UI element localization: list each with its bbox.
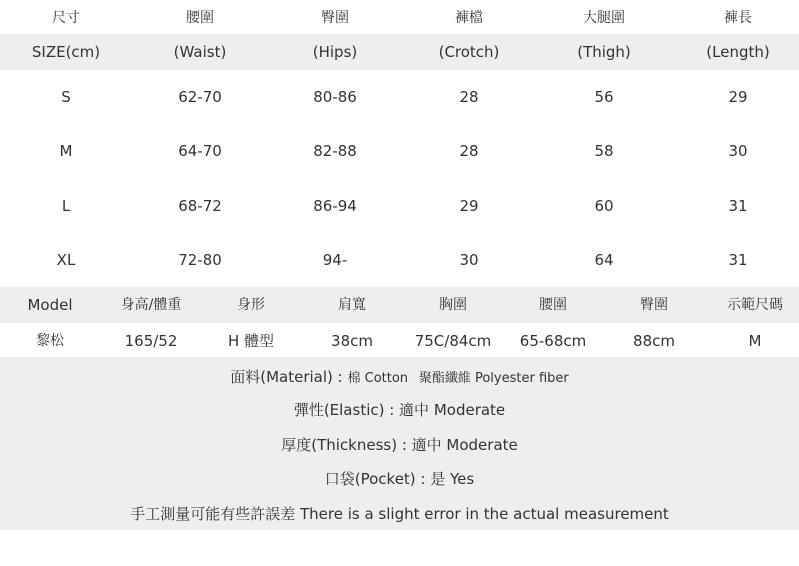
material-polyester: 聚酯纖維 Polyester fiber — [418, 371, 569, 386]
material-cotton: 棉 Cotton — [347, 371, 409, 386]
model-name: 黎松 — [36, 333, 64, 349]
hips-cell: 94- — [322, 251, 348, 269]
hips-cell: 86-94 — [313, 197, 357, 215]
header-hips-cn: 臀圍 — [321, 10, 349, 26]
size-cell: S — [61, 88, 71, 106]
header-length-cn: 褲長 — [724, 10, 752, 26]
thickness-line: 厚度(Thickness) : 適中 Moderate — [281, 436, 518, 454]
thigh-cell: 56 — [594, 88, 614, 106]
hips-cell: 82-88 — [313, 142, 357, 160]
model-header-size: 示範尺碼 — [727, 297, 783, 313]
crotch-cell: 28 — [459, 142, 479, 160]
header-size-cn: 尺寸 — [52, 10, 80, 26]
model-height-weight: 165/52 — [124, 332, 178, 350]
model-shoulder: 38cm — [331, 332, 373, 350]
header-length-en: (Length) — [706, 43, 770, 61]
length-cell: 29 — [728, 88, 748, 106]
hips-cell: 80-86 — [313, 88, 357, 106]
size-header-en-row — [0, 34, 799, 70]
header-waist-en: (Waist) — [173, 43, 227, 61]
thigh-cell: 60 — [594, 197, 614, 215]
model-header-waist: 腰圍 — [539, 297, 567, 313]
size-cell: L — [61, 197, 71, 215]
model-waist: 65-68cm — [519, 332, 587, 350]
crotch-cell: 29 — [459, 197, 479, 215]
model-header-model: Model — [27, 296, 73, 314]
size-cell: XL — [56, 251, 76, 269]
model-header-chest: 胸圍 — [439, 297, 467, 313]
model-header-hips: 臀圍 — [640, 297, 668, 313]
length-cell: 31 — [728, 197, 748, 215]
measurement-note: 手工測量可能有些許誤差 There is a slight error in the actual measurement — [130, 505, 669, 523]
size-cell: M — [59, 142, 73, 160]
length-cell: 31 — [728, 251, 748, 269]
pocket-line: 口袋(Pocket) : 是 Yes — [324, 470, 475, 488]
model-size: M — [748, 332, 762, 350]
material-label: 面料(Material) : — [230, 368, 343, 386]
waist-cell: 68-72 — [178, 197, 222, 215]
model-chest: 75C/84cm — [414, 332, 492, 350]
model-header-body-type: 身形 — [237, 297, 265, 313]
crotch-cell: 28 — [459, 88, 479, 106]
header-thigh-en: (Thigh) — [577, 43, 631, 61]
model-header-height-weight: 身高/體重 — [120, 297, 182, 313]
header-crotch-cn: 褲檔 — [455, 10, 483, 26]
header-crotch-en: (Crotch) — [438, 43, 500, 61]
elastic-line: 彈性(Elastic) : 適中 Moderate — [293, 401, 506, 419]
waist-cell: 72-80 — [178, 251, 222, 269]
model-hips: 88cm — [633, 332, 675, 350]
header-size-en: SIZE(cm) — [31, 43, 101, 61]
model-header-shoulder: 肩寬 — [338, 297, 366, 313]
thigh-cell: 58 — [594, 142, 614, 160]
length-cell: 30 — [728, 142, 748, 160]
waist-cell: 62-70 — [178, 88, 222, 106]
crotch-cell: 30 — [459, 251, 479, 269]
model-body-type: H 體型 — [227, 332, 275, 350]
header-hips-en: (Hips) — [312, 43, 358, 61]
material-line — [0, 367, 799, 389]
waist-cell: 64-70 — [178, 142, 222, 160]
header-thigh-cn: 大腿圍 — [583, 10, 625, 26]
header-waist-cn: 腰圍 — [186, 10, 214, 26]
thigh-cell: 64 — [594, 251, 614, 269]
details-panel — [0, 357, 799, 530]
model-header-row — [0, 287, 799, 323]
